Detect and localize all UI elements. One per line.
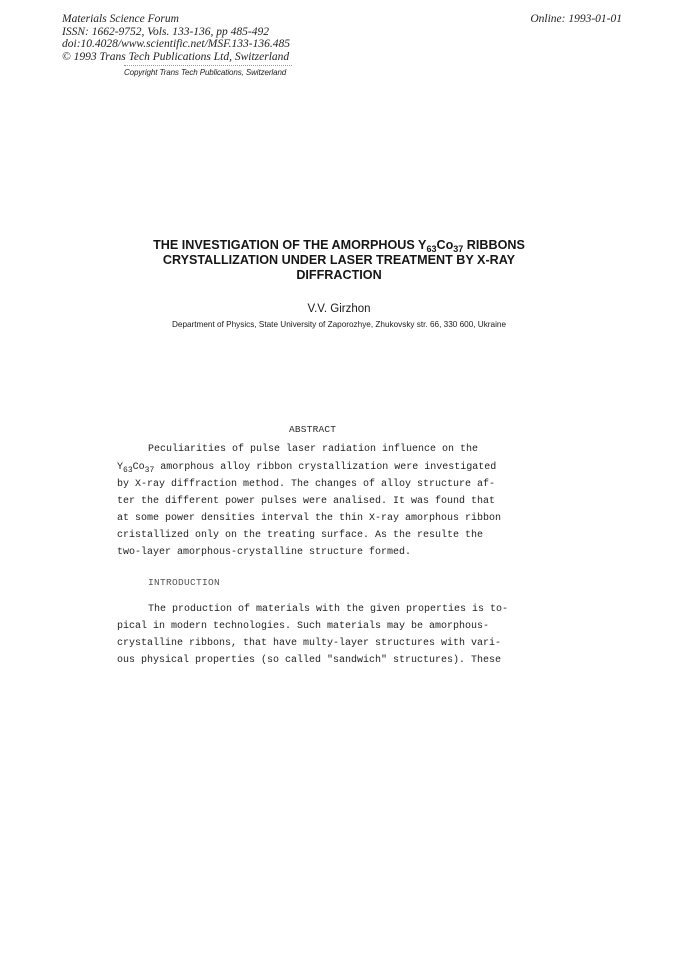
abstract-line: cristallized only on the treating surface. As the resulte the — [117, 530, 484, 541]
introduction-heading: INTRODUCTION — [148, 577, 221, 588]
publisher-copyright: © 1993 Trans Tech Publications Ltd, Switzerland — [62, 50, 290, 63]
abstract-line: at some power densities interval the thin X-ray amorphous ribbon — [117, 513, 502, 524]
divider — [124, 65, 292, 66]
title-line-3: DIFFRACTION — [296, 268, 382, 282]
journal-name: Materials Science Forum — [62, 13, 179, 25]
author-name: V.V. Girzhon — [307, 303, 371, 315]
intro-line: pical in modern technologies. Such materials may be amorphous- — [117, 621, 490, 632]
abstract-line: Peculiarities of pulse laser radiation influence on the — [148, 444, 479, 455]
title-line-2: CRYSTALLIZATION UNDER LASER TREATMENT BY X-RAY — [162, 253, 516, 267]
abstract-line: ter the different power pulses were analised. It was found that — [117, 496, 496, 507]
intro-line: crystalline ribbons, that have multy-layer structures with vari- — [117, 638, 502, 649]
abstract-heading: ABSTRACT — [289, 424, 337, 435]
intro-line: The production of materials with the given properties is to- — [148, 604, 509, 615]
abstract-line: $Y_{63}Co_{37}$ amorphous alloy ribbon crystallization were investigated — [117, 462, 497, 475]
online-date: Online: 1993-01-01 — [530, 13, 622, 25]
abstract-line: by X-ray diffraction method. The changes of alloy structure af- — [117, 479, 496, 490]
abstract-line: two-layer amorphous-crystalline structure formed. — [117, 547, 412, 558]
intro-line: ous physical properties (so called "sandwich" structures). These — [117, 655, 502, 666]
publication-header — [62, 13, 290, 63]
paper-title — [118, 238, 560, 283]
author-affiliation: Department of Physics, State University of Zaporozhye, Zhukovsky str. 66, 330 600, Ukraine — [171, 320, 507, 329]
copyright-line: Copyright Trans Tech Publications, Switzerland — [124, 68, 287, 77]
title-line-1: THE INVESTIGATION OF THE AMORPHOUS $Y_{63}Co_{37}$ RIBBONS — [153, 238, 525, 254]
doi-line: doi:10.4028/www.scientific.net/MSF.133-136.485 — [62, 38, 290, 50]
issn-line: ISSN: 1662-9752, Vols. 133-136, pp 485-492 — [62, 25, 269, 38]
